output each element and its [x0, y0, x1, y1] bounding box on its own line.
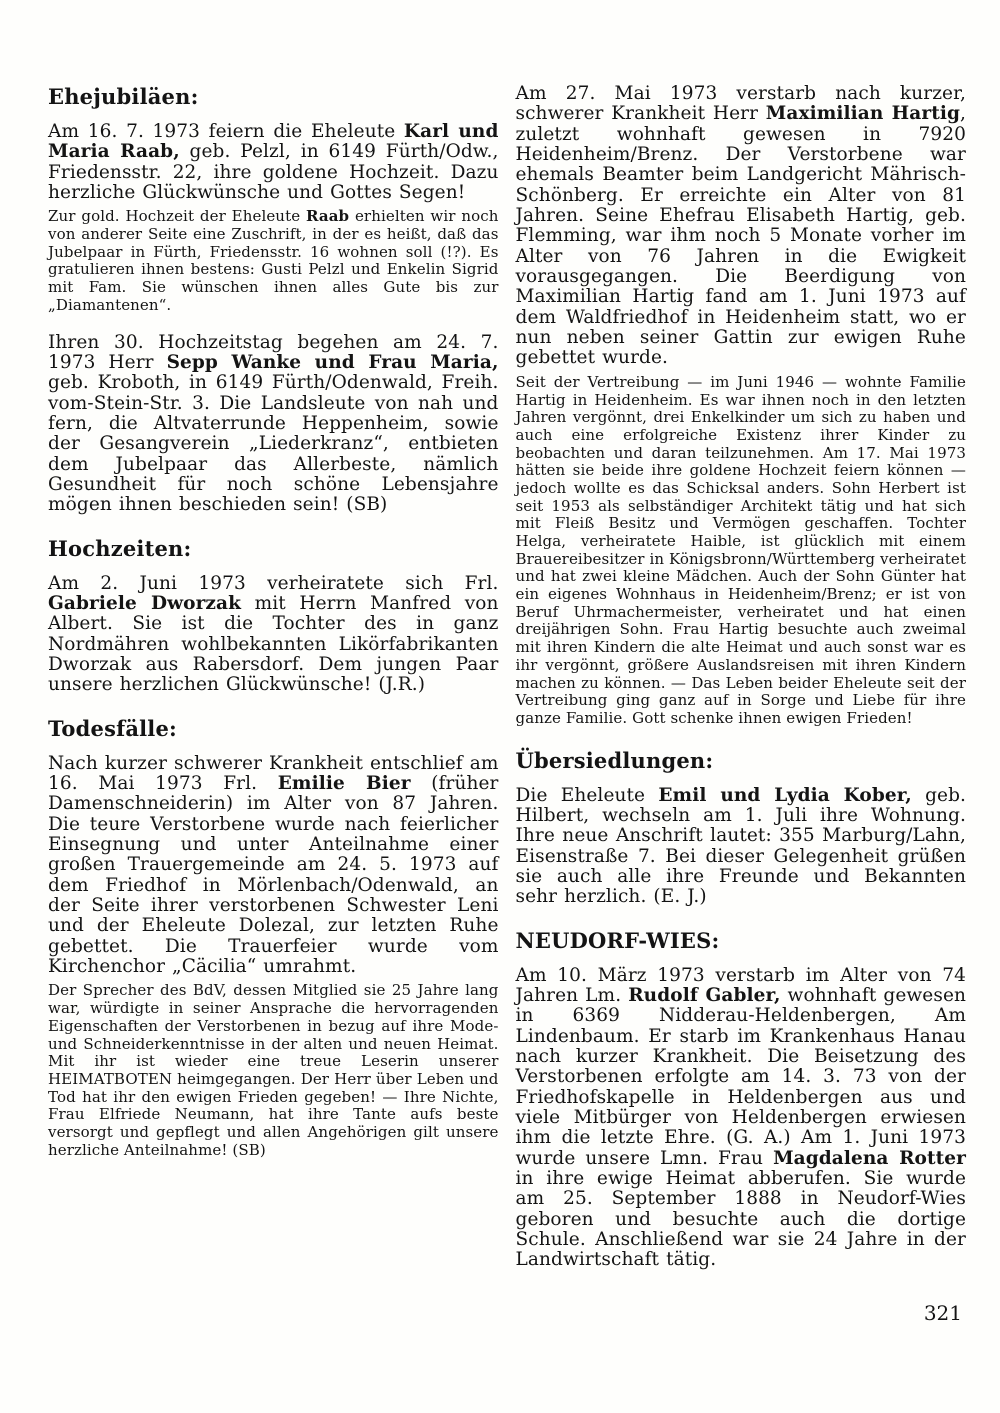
page-number: 321	[923, 1300, 962, 1325]
heading-ehejubilaeen: Ehejubiläen:	[48, 84, 199, 109]
heading-uebersiedlungen: Übersiedlungen:	[515, 747, 714, 773]
paragraph-wanke-anniversary: Ihren 30. Hochzeitstag begehen am 24. 7. 1973 Herr Sepp Wanke und Frau Maria, geb. Kroboth, in 6149 Fürth/Odenwald, Freih. vom-Stein-Str. 3. Die Landsleute von nah und fern, die Altvaterrunde Heppenheim, sowie der Gesangverein „Liederkranz“, entbieten dem Jubelpaar das Allerbeste, nämlich Gesundheit für noch schöne Lebensjahre mögen ihnen beschieden sein! (SB)	[48, 331, 499, 516]
paragraph-raab-anniversary: Am 16. 7. 1973 feiern die Eheleute Karl und Maria Raab, geb. Pelzl, in 6149 Fürth/Odw., Friedensstr. 22, ihre goldene Hochzeit. Dazu herzliche Glückwünsche und Gottes Segen!	[48, 121, 499, 204]
paragraph-bier-obituary: Nach kurzer schwerer Krankheit entschlief am 16. Mai 1973 Frl. Emilie Bier (früher Damenschneiderin) im Alter von 87 Jahren. Die teure Verstorbene wurde nach feierlicher Einsegnung und unter Anteilnahme einer großen Trauergemeinde am 24. 5. 1973 auf dem Friedhof in Mörlenbach/Odenwald, an der Seite ihrer verstorbenen Schwester Leni und der Eheleute Dolezal, zur letzten Ruhe gebettet. Die Trauerfeier wurde vom Kirchenchor „Cäcilia“ umrahmt.	[48, 752, 499, 978]
paragraph-hartig-obituary: Am 27. Mai 1973 verstarb nach kurzer, schwerer Krankheit Herr Maximilian Hartig, zuletzt wohnhaft gewesen in 7920 Heidenheim/Brenz. Der Verstorbene war ehemals Beamter beim Landgericht Mährisch-Schönberg. Er erreichte ein Alter von 81 Jahren. Seine Ehefrau Elisabeth Hartig, geb. Flemming, war ihm noch 5 Monate vorher im Alter von 76 Jahren in die Ewigkeit vorausgegangen. Die Beerdigung von Maximilian Hartig fand am 1. Juni 1973 auf dem Waldfriedhof in Heidenheim statt, wo er nun neben seiner Gattin zur ewigen Ruhe gebettet wurde.	[515, 83, 966, 369]
paragraph-dworzak-wedding: Am 2. Juni 1973 verheiratete sich Frl. Gabriele Dworzak mit Herrn Manfred von Albert. Sie ist die Tochter des in ganz Nordmähren wohlbekannten Likörfabrikanten Dworzak aus Rabersdorf. Dem jungen Paar unsere herzlichen Glückwünsche! (J.R.)	[48, 572, 499, 696]
right-column	[516, 84, 967, 1325]
paragraph-gabler-rotter-obituary: Am 10. März 1973 verstarb im Alter von 74 Jahren Lm. Rudolf Gabler, wohnhaft gewesen in 6369 Nidderau-Heldenbergen, Am Lindenbaum. Er starb im Krankenhaus Hanau nach kurzer Krankheit. Die Beisetzung des Verstorbenen erfolgte am 14. 3. 73 von der Friedhofskapelle in Heldenbergen aus und viele Mitbürger von Heldenbergen erwiesen ihm die letzte Ehre. (G. A.) Am 1. Juni 1973 wurde unsere Lmn. Frau Magdalena Rotter in ihre ewige Heimat abberufen. Sie wurde am 25. September 1888 in Neudorf-Wies geboren und besuchte auch die dortige Schule. Anschließend war sie 24 Jahre in der Landwirtschaft tätig.	[515, 964, 967, 1271]
left-column	[48, 84, 499, 1325]
paragraph-kober-relocation: Die Eheleute Emil und Lydia Kober, geb. Hilbert, wechseln am 1. Juli ihre Wohnung. Ihre neue Anschrift lautet: 355 Marburg/Lahn, Eisenstraße 7. Bei dieser Gelegenheit grüßen sie auch alle ihre Freunde und Bekannten sehr herzlich. (E. J.)	[515, 784, 966, 908]
paragraph-raab-note: Zur gold. Hochzeit der Eheleute Raab erhielten wir noch von anderer Seite eine Zuschrift, in der es heißt, daß das Jubelpaar in Fürth, Friedensstr. 16 wohnen soll (!?). Es gratulieren ihnen bestens: Gusti Pelzl und Enkelin Sigrid mit Fam. Sie wünschen ihnen alles Gute bis zur „Diamantenen“.	[48, 207, 499, 314]
paragraph-hartig-note: Seit der Vertreibung — im Juni 1946 — wohnte Familie Hartig in Heidenheim. Es war ihnen noch in den letzten Jahren vergönnt, drei Enkelkinder um sich zu haben und auch eine erfolgreiche Existenz ihrer Kinder zu beobachten und daran teilzunehmen. Am 17. Mai 1973 hätten sie beide ihre goldene Hochzeit feiern können — jedoch wollte es das Schicksal anders. Sohn Herbert ist seit 1953 als selbständiger Architekt tätig und hat sich mit Fleiß Besitz und Vermögen geschaffen. Tochter Helga, verheiratete Haible, ist glücklich mit einem Brauereibesitzer in Königsbronn/Württemberg verheiratet und hat zwei kleine Mädchen. Auch der Sohn Günter hat ein eigenes Wohnhaus in Heidenheim/Brenz; er ist von Beruf Uhrmachermeister, verheiratet und hat einen dreijährigen Sohn. Frau Hartig besuchte auch zweimal mit ihren Kindern die alte Heimat und auch sonst war es ihr vergönnt, größere Auslandsreisen mit ihren Kindern machen zu können. — Das Leben beider Eheleute seit der Vertreibung ging ganz auf in Sorge und Liebe für ihre ganze Familie. Gott schenke ihnen ewigen Frieden!	[515, 372, 966, 727]
heading-neudorf-wies: NEUDORF-WIES:	[515, 927, 720, 953]
two-column-layout	[48, 84, 966, 1325]
heading-todesfaelle: Todesfälle:	[48, 715, 177, 741]
heading-hochzeiten: Hochzeiten:	[48, 535, 192, 561]
paragraph-bier-note: Der Sprecher des BdV, dessen Mitglied sie 25 Jahre lang war, würdigte in seiner Ansprache die hervorragenden Eigenschaften der Verstorbenen in bezug auf ihre Mode- und Schneiderkenntnisse in der alten und neuen Heimat. Mit ihr ist wieder eine treue Leserin unserer HEIMATBOTEN heimgegangen. Der Herr über Leben und Tod hat ihr den ewigen Frieden gegeben! — Ihre Nichte, Frau Elfriede Neumann, hat ihre Tante aufs beste versorgt und gepflegt und allen Angehörigen gilt unsere herzliche Anteilnahme! (SB)	[48, 981, 499, 1159]
